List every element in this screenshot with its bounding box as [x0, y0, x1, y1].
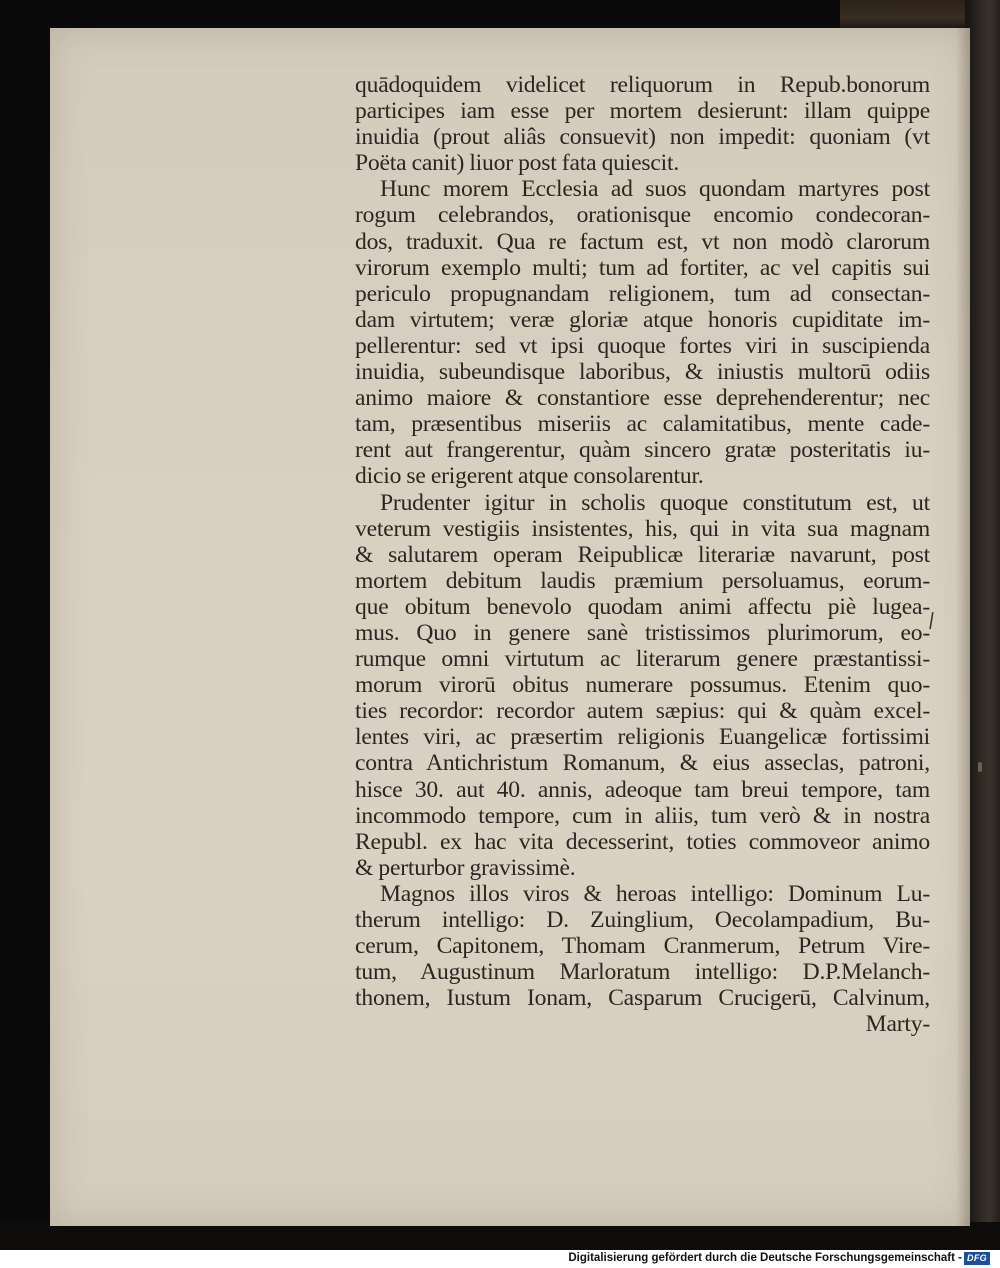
text-line: mus. Quo in genere sanè tristissimos plurimorum, eo- — [355, 619, 930, 646]
text-line: Republ. ex hac vita decesserint, toties commoveor animo — [355, 828, 930, 855]
text-line: inuidia (prout aliâs consuevit) non impedit: quoniam (vt — [355, 124, 930, 151]
page-text-block — [355, 72, 930, 1037]
text-line: lentes viri, ac præsertim religionis Euangelicæ fortissimi — [355, 724, 930, 751]
text-line: rent aut frangerentur, quàm sincero gratæ posteritatis iu- — [355, 437, 930, 464]
text-line: hisce 30. aut 40. annis, adeoque tam breui tempore, tam — [355, 776, 930, 803]
text-line: pellerentur: sed vt ipsi quoque fortes viri in suscipienda — [355, 332, 930, 359]
page-edge-mark — [978, 762, 982, 772]
book-edge-right — [965, 0, 1000, 1250]
text-line: ties recordor: recordor autem sæpius: qui & quàm excel- — [355, 698, 930, 725]
text-line: animo maiore & constantiore esse deprehenderentur; nec — [355, 385, 930, 412]
paragraph-start-line: Magnos illos viros & heroas intelligo: Dominum Lu- — [380, 880, 930, 907]
catchword: Marty- — [865, 1011, 930, 1038]
text-line: contra Antichristum Romanum, & eius asseclas, patroni, — [355, 750, 930, 777]
text-line: incommodo tempore, cum in aliis, tum verò & in nostra — [355, 802, 930, 829]
text-line: & salutarem operam Reipublicæ literariæ navarunt, post — [355, 541, 930, 568]
text-line: tam, præsentibus miseriis ac calamitatibus, mente cade- — [355, 411, 930, 438]
text-line: dam virtutem; veræ gloriæ atque honoris cupiditate im- — [355, 306, 930, 333]
text-line: periculo propugnandam religionem, tum ad consectan- — [355, 280, 930, 307]
paragraph-start-line: Hunc morem Ecclesia ad suos quondam martyres post — [380, 176, 930, 203]
text-line: mortem debitum laudis præmium persoluamus, eorum- — [355, 567, 930, 594]
text-line: dos, traduxit. Qua re factum est, vt non modò clarorum — [355, 228, 930, 255]
text-line: cerum, Capitonem, Thomam Cranmerum, Petrum Vire- — [355, 933, 930, 960]
funding-credit: Digitalisierung gefördert durch die Deutsche Forschungsgemeinschaft - — [568, 1252, 962, 1264]
text-line: rogum celebrandos, orationisque encomio condecoran- — [355, 202, 930, 229]
text-line: veterum vestigiis insistentes, his, qui in vita sua magnam — [355, 515, 930, 542]
text-line: rumque omni virtutum ac literarum genere præstantissi- — [355, 646, 930, 673]
text-line: participes iam esse per mortem desierunt: illam quippe — [355, 98, 930, 125]
margin-pen-mark: / — [926, 607, 937, 633]
text-line: therum intelligo: D. Zuinglium, Oecolampadium, Bu- — [355, 907, 930, 933]
text-line: inuidia, subeundisque laboribus, & iniustis multorū odiis — [355, 359, 930, 386]
text-line: & perturbor gravissimè. — [355, 854, 576, 881]
text-line: tum, Augustinum Marloratum intelligo: D.P.Melanch- — [355, 959, 930, 986]
book-page — [50, 28, 970, 1226]
book-edge-bottom — [0, 1222, 1000, 1250]
text-line: morum virorū obitus numerare possumus. Etenim quo- — [355, 672, 930, 699]
dfg-logo: DFG — [964, 1252, 990, 1265]
text-line: Poëta canit) liuor post fata quiescit. — [355, 150, 680, 177]
paragraph-start-line: Prudenter igitur in scholis quoque constitutum est, ut — [380, 489, 930, 516]
text-line: thonem, Iustum Ionam, Casparum Crucigerū, Calvinum, — [355, 985, 930, 1012]
page-gutter-shadow — [956, 28, 970, 1226]
text-line: virorum exemplo multi; tum ad fortiter, ac vel capitis sui — [355, 254, 930, 281]
text-line: quādoquidem videlicet reliquorum in Repub.bonorum — [355, 72, 930, 98]
text-line: que obitum benevolo quodam animi affectu piè lugea- — [355, 593, 930, 620]
text-line: dicio se erigerent atque consolarentur. — [355, 463, 704, 490]
